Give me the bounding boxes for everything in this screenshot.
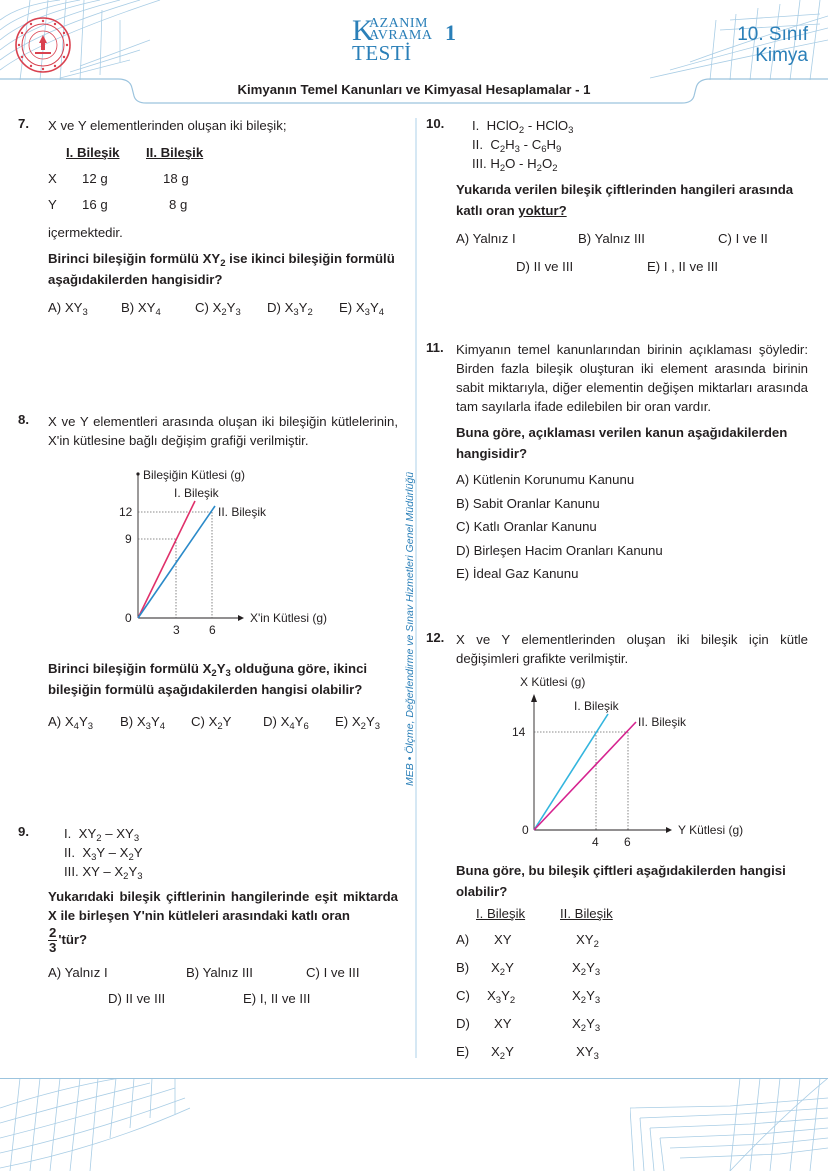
series-label-2: II. Bileşik (638, 715, 687, 729)
x-axis-label: Y Kütlesi (g) (678, 823, 744, 837)
list-item: III. $H_2O - H_2O_2$ (472, 156, 558, 174)
question-11 (426, 340, 808, 590)
question-prompt (48, 248, 398, 290)
option-d[interactable]: D) Birleşen Hacim Oranları Kanunu (456, 542, 663, 558)
question-prompt: Yukarıdaki bileşik çiftlerinin hangilerinde eşit miktarda X ile birleşen Y'nin kütleleri arasındaki katlı oran (48, 889, 398, 923)
answer-options (48, 714, 398, 736)
meb-seal-icon (14, 16, 72, 74)
y-axis-label: X Kütlesi (g) (520, 675, 586, 689)
option-e[interactable]: E) İdeal Gaz Kanunu (456, 566, 579, 581)
x-tick: 6 (209, 623, 216, 637)
question-text: içermektedir. (48, 225, 123, 240)
option-b[interactable]: B) Yalnız III (186, 965, 253, 980)
list-item: I. $XY_2 - XY_3$ (64, 826, 140, 844)
option-b[interactable]: B) $X_3Y_4$ (120, 714, 166, 732)
option-letter: C) (456, 988, 470, 1003)
answer-options (456, 257, 808, 279)
option-b[interactable] (456, 960, 776, 988)
prompt-emphasis: yoktur? (518, 203, 567, 218)
option-letter: B) (456, 960, 470, 975)
question-prompt (456, 179, 808, 221)
mass-value: 16 g (82, 197, 108, 212)
compound-2: $X_2Y_3$ (572, 1016, 601, 1034)
grade-subject (737, 24, 808, 66)
brand-k: K (352, 14, 374, 47)
option-letter: D) (456, 1016, 470, 1031)
question-prompt: Birinci bileşiğin formülü $X_2Y_3$ olduğuna göre, ikinci bileşiğin formülü aşağıdakilerden hangisi olabilir? (48, 661, 368, 697)
publisher-side-label: MEB • Ölçme, Değerlendirme ve Sınav Hizmetleri Genel Müdürlüğü (404, 471, 416, 786)
mass-value: 18 g (163, 171, 189, 186)
option-d[interactable]: D) $X_3Y_2$ (267, 300, 313, 318)
option-a[interactable]: A) Kütlenin Korunumu Kanunu (456, 472, 635, 487)
compound-2: $XY_2$ (576, 932, 599, 950)
mass-value: 8 g (169, 197, 188, 212)
list-item: I. HClO$_2$ - HClO$_3$ (472, 118, 574, 136)
subject-label: Kimya (755, 45, 808, 66)
origin-label: 0 (125, 611, 132, 625)
fraction-line (48, 926, 398, 955)
column-header-1: I. Bileşik (476, 906, 526, 921)
footer-rule (0, 1078, 828, 1079)
option-b[interactable]: B) Sabit Oranlar Kanunu (456, 495, 600, 511)
series-label-2: II. Bileşik (218, 505, 267, 519)
table-row (48, 169, 398, 195)
option-e[interactable]: E) I, II ve III (243, 991, 311, 1006)
chart-q12 (506, 674, 766, 854)
question-7 (18, 116, 398, 331)
mass-value: 12 g (82, 171, 108, 186)
question-10 (426, 116, 808, 286)
answer-options (456, 468, 808, 586)
prompt-part: Birinci bileşiğin formülü X (48, 661, 212, 676)
numerator: 2 (49, 925, 57, 940)
question-number: 12. (426, 630, 445, 645)
question-intro: X ve Y elementleri arasında oluşan iki bileşiğin kütlelerinin, X'in kütlesine bağlı değişim grafiği verilmiştir. (48, 414, 398, 448)
option-c[interactable]: C) $X_2Y$ (191, 714, 232, 732)
series-label-1: I. Bileşik (574, 699, 619, 713)
x-tick: 3 (173, 623, 180, 637)
question-12 (426, 630, 808, 1070)
option-d[interactable]: D) $X_4Y_6$ (263, 714, 309, 732)
topic-title: Kimyanın Temel Kanunları ve Kimyasal Hesaplamalar - 1 (237, 82, 591, 97)
question-intro: Kimyanın temel kanunlarından birinin açıklaması şöyledir: Birden fazla bileşik oluşturan iki element arasında birinin sabit miktarıyla, diğer elementin değişen miktarları arasında tam sayılarla ifade edilebilen bir oran vardır. (456, 342, 808, 414)
option-c[interactable]: C) I ve II (718, 231, 768, 246)
prompt-part: Birinci bileşiğin formülü XY (48, 251, 221, 266)
compound-1: $X_2Y$ (491, 1044, 514, 1062)
option-a[interactable]: A) Yalnız I (456, 231, 516, 246)
compound-2: $X_2Y_3$ (572, 960, 601, 978)
subscript: 2 (220, 258, 226, 269)
option-a[interactable]: A) Yalnız I (48, 965, 108, 980)
compound-pairs (48, 824, 398, 881)
element-label: Y (48, 197, 57, 212)
option-a[interactable]: A) $XY_3$ (48, 300, 88, 318)
option-e[interactable]: E) $X_2Y_3$ (335, 714, 381, 732)
list-item: III. XY – $X_2Y_3$ (64, 864, 143, 882)
brand-line3: TESTİ (352, 41, 412, 65)
option-d[interactable]: D) II ve III (516, 259, 574, 274)
question-number: 8. (18, 412, 29, 427)
y-tick: 12 (119, 505, 133, 519)
column-header-2: II. Bileşik (560, 906, 613, 921)
denominator: 3 (49, 940, 57, 955)
answer-options (48, 298, 398, 320)
option-c[interactable]: C) I ve III (306, 965, 360, 980)
option-a[interactable] (456, 932, 776, 960)
compound-1: XY (494, 1016, 512, 1031)
element-label: X (48, 171, 57, 186)
table-row (48, 195, 398, 221)
y-tick: 9 (125, 532, 132, 546)
option-e[interactable]: E) $X_3Y_4$ (339, 300, 385, 318)
question-number: 11. (426, 340, 444, 355)
option-b[interactable]: B) Yalnız III (578, 231, 645, 246)
series-label-1: I. Bileşik (174, 486, 219, 500)
fraction (48, 926, 57, 955)
answer-options (48, 963, 398, 985)
prompt-part: ise ikinci bileşiğin formülü aşağıdakilerden hangisidir? (48, 251, 395, 287)
compound-1: $X_2Y$ (491, 960, 514, 978)
option-d[interactable]: D) II ve III (108, 991, 166, 1006)
test-number: 1 (445, 20, 456, 45)
fraction-suffix: 'tür? (58, 931, 88, 947)
question-9 (18, 824, 398, 1034)
question-number: 7. (18, 116, 29, 131)
question-8 (18, 412, 398, 742)
option-c[interactable] (456, 988, 776, 1016)
brand-line2: AVRAMA (369, 28, 433, 43)
compound-2: $X_2Y_3$ (572, 988, 601, 1006)
x-axis-label: X'in Kütlesi (g) (250, 611, 327, 625)
compound-pairs (456, 116, 808, 173)
y-axis-label: Bileşiğin Kütlesi (g) (143, 468, 246, 482)
corner-pattern-bottom-left (0, 1078, 190, 1171)
option-a[interactable]: A) $X_4Y_3$ (48, 714, 94, 732)
brand-logo (352, 16, 492, 64)
brand-line1: AZANIM (369, 16, 428, 31)
option-letter: A) (456, 932, 470, 947)
list-item: II. $C_2H_3 - C_6H_9$ (472, 137, 562, 155)
column-header-1: I. Bileşik (66, 145, 120, 160)
compound-2: $XY_3$ (576, 1044, 599, 1062)
compound-1: $X_3Y_2$ (487, 988, 516, 1006)
compound-1: XY (494, 932, 512, 947)
prompt-part: Yukarıda verilen bileşik çiftlerinden hangileri arasında katlı oran (456, 182, 794, 218)
grade-label: 10. Sınıf (737, 24, 808, 45)
prompt-part: olduğuna göre, ikinci bileşiğin formülü aşağıdakilerden hangisi olabilir? (48, 661, 368, 697)
option-c[interactable]: C) $X_2Y_3$ (195, 300, 241, 318)
chart-q8 (108, 468, 348, 638)
question-prompt: Buna göre, bu bileşik çiftleri aşağıdakilerden hangisi olabilir? (456, 863, 786, 899)
option-b[interactable]: B) $XY_4$ (121, 300, 161, 318)
column-header-2: II. Bileşik (146, 145, 204, 160)
question-number: 10. (426, 116, 445, 131)
origin-label: 0 (522, 823, 529, 837)
table-header (48, 143, 398, 169)
question-number: 9. (18, 824, 29, 839)
y-tick: 14 (512, 725, 526, 739)
answer-table (456, 906, 776, 1072)
list-item: II. $X_3Y - X_2Y$ (64, 845, 143, 863)
answer-options (48, 989, 398, 1011)
x-tick: 4 (592, 835, 599, 849)
corner-pattern-bottom-right (630, 1078, 828, 1171)
table-header (456, 906, 776, 932)
x-tick: 6 (624, 835, 631, 849)
question-intro: X ve Y elementlerinden oluşan iki bileşik; (48, 118, 287, 133)
answer-options (456, 229, 808, 251)
option-letter: E) (456, 1044, 470, 1059)
option-e[interactable]: E) I , II ve III (647, 259, 719, 274)
option-d[interactable] (456, 1016, 776, 1044)
question-intro: X ve Y elementlerinden oluşan iki bileşik için kütle değişimleri grafikte verilmiştir. (456, 632, 808, 666)
option-c[interactable]: C) Katlı Oranlar Kanunu (456, 519, 597, 534)
option-e[interactable] (456, 1044, 776, 1072)
question-prompt: Buna göre, açıklaması verilen kanun aşağıdakilerden hangisidir? (456, 425, 788, 461)
